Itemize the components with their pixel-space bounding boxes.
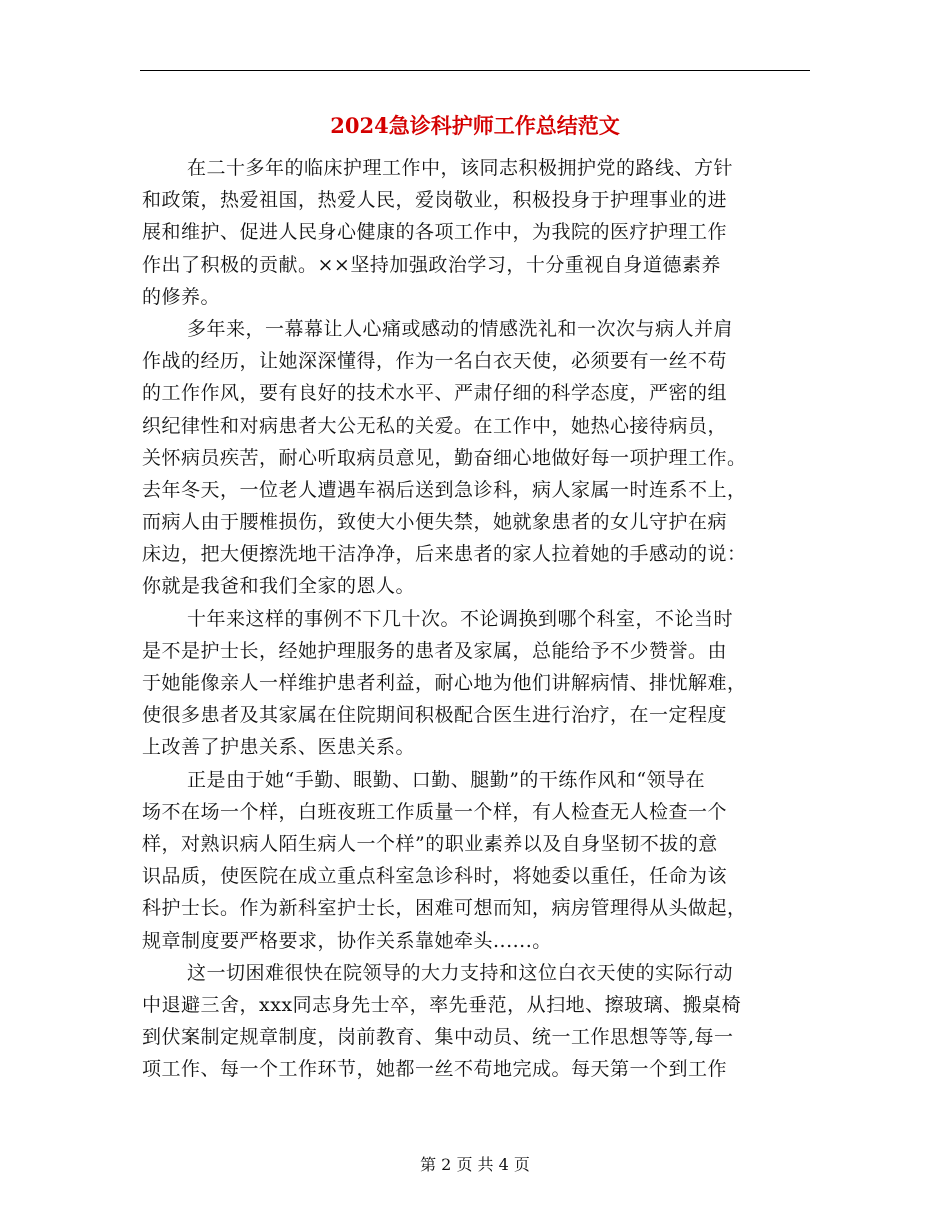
text-line: 而病人由于腰椎损伤，致使大小便失禁，她就象患者的女儿守护在病 (142, 511, 728, 534)
text-line: 十年来这样的事例不下几十次。不论调换到哪个科室，不论当时 (187, 607, 734, 630)
text-line: 床边，把大便擦洗地干洁净净，后来患者的家人拉着她的手感动的说： (142, 543, 747, 566)
text-line: 织纪律性和对病患者大公无私的关爱。在工作中，她热心接待病员， (142, 414, 728, 437)
text-line: 去年冬天，一位老人遭遇车祸后送到急诊科，病人家属一时连系不上， (142, 478, 747, 501)
text-line: 使很多患者及其家属在住院期间积极配合医生进行治疗，在一定程度 (142, 704, 728, 727)
text-line: 和政策，热爱祖国，热爱人民，爱岗敬业，积极投身于护理事业的进 (142, 189, 728, 212)
text-line: 作出了积极的贡献。××坚持加强政治学习，十分重视自身道德素养 (142, 253, 721, 276)
text-line: 项工作、每一个工作环节，她都一丝不苟地完成。每天第一个到工作 (142, 1058, 728, 1081)
text-line: 的工作作风，要有良好的技术水平、严肃仔细的科学态度，严密的组 (142, 382, 728, 405)
text-line: 作战的经历，让她深深懂得，作为一名白衣天使，必须要有一丝不苟 (142, 350, 728, 373)
page-number-footer: 第 2 页 共 4 页 (420, 1155, 530, 1174)
text-line: 在二十多年的临床护理工作中，该同志积极拥护党的路线、方针 (187, 157, 734, 179)
text-line: 正是由于她“手勤、眼勤、口勤、腿勤”的干练作风和“领导在 (187, 768, 706, 791)
paragraph-5 (142, 957, 812, 1086)
text-line: 展和维护、促进人民身心健康的各项工作中，为我院的医疗护理工作 (142, 221, 728, 244)
text-line: 规章制度要严格要求，协作关系靠她牵头......。 (142, 929, 552, 952)
document-body (142, 152, 812, 1085)
document-title: 2024急诊科护师工作总结范文 (330, 113, 620, 138)
text-line: 识品质，使医院在成立重点科室急诊科时，将她委以重任，任命为该 (142, 865, 728, 888)
text-line: 科护士长。作为新科室护士长，困难可想而知，病房管理得从头做起， (142, 897, 747, 920)
text-line: 上改善了护患关系、医患关系。 (142, 736, 416, 759)
text-line: 多年来，一幕幕让人心痛或感动的情感洗礼和一次次与病人并肩 (187, 317, 734, 340)
text-line: 你就是我爸和我们全家的恩人。 (142, 575, 416, 598)
text-line: 场不在场一个样，白班夜班工作质量一个样，有人检查无人检查一个 (142, 800, 728, 823)
paragraph-4 (142, 764, 812, 957)
paragraph-2 (142, 313, 812, 603)
paragraph-1 (142, 152, 812, 313)
text-line: 这一切困难很快在院领导的大力支持和这位白衣天使的实际行动 (187, 961, 734, 984)
paragraph-3 (142, 603, 812, 764)
text-line: 关怀病员疾苦，耐心听取病员意见，勤奋细心地做好每一项护理工作。 (142, 446, 747, 469)
text-line: 中退避三舍，xxx同志身先士卒，率先垂范，从扫地、擦玻璃、搬桌椅 (142, 993, 742, 1016)
header-rule (140, 70, 810, 71)
text-line: 样，对熟识病人陌生病人一个样”的职业素养以及自身坚韧不拔的意 (142, 832, 718, 855)
text-line: 是不是护士长，经她护理服务的患者及家属，总能给予不少赞誉。由 (142, 639, 728, 662)
text-line: 的修养。 (142, 285, 221, 308)
text-line: 到伏案制定规章制度，岗前教育、集中动员、统一工作思想等等,每一 (142, 1026, 734, 1049)
text-line: 于她能像亲人一样维护患者利益，耐心地为他们讲解病情、排忧解难， (142, 672, 747, 694)
